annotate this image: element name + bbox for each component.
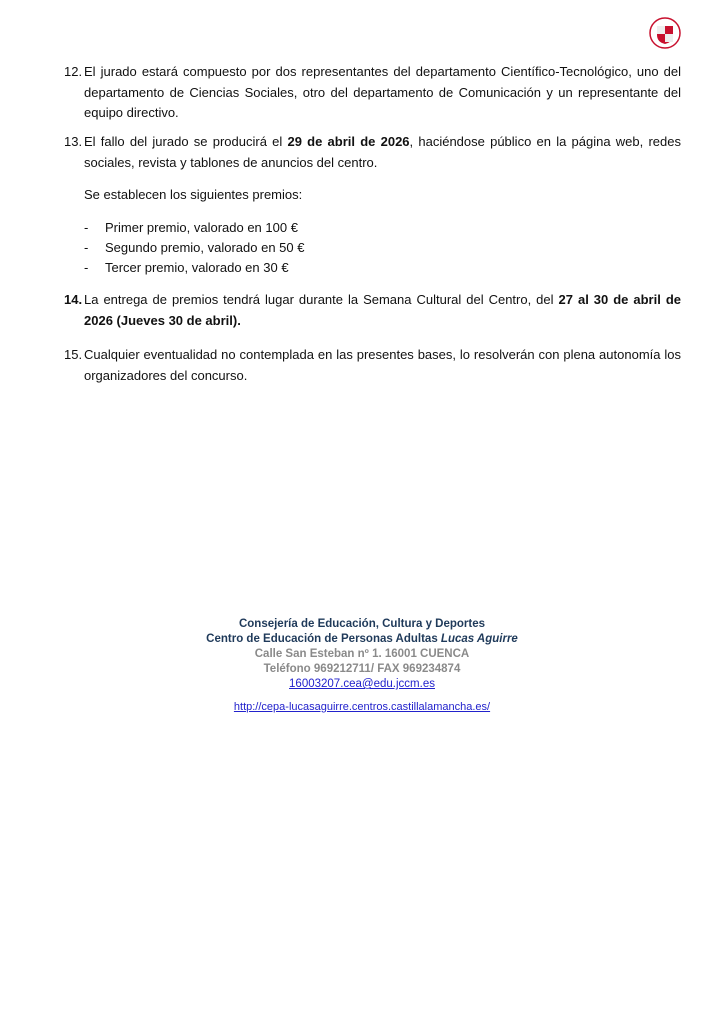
clause-13: 13. El fallo del jurado se producirá el 29 de abril de 2026, haciéndose público en la página web, redes sociales, revista y tablones de anuncios del centro. <box>64 134 681 170</box>
footer-address: Calle San Esteban nº 1. 16001 CUENCA <box>254 648 470 660</box>
prize-item: - Primer premio, valorado en 100 € <box>84 220 298 235</box>
footer <box>0 617 724 715</box>
footer-website-link[interactable]: http://cepa-lucasaguirre.centros.castillalamancha.es/ <box>233 701 491 713</box>
footer-email-link[interactable]: 16003207.cea@edu.jccm.es <box>289 678 435 690</box>
clause-14: 14. La entrega de premios tendrá lugar durante la Semana Cultural del Centro, del 27 al 30 de abril de 2026 (Jueves 30 de abril). <box>64 292 681 328</box>
prize-item: - Tercer premio, valorado en 30 € <box>84 260 289 275</box>
prize-item: - Segundo premio, valorado en 50 € <box>84 240 305 255</box>
footer-center: Centro de Educación de Personas Adultas Lucas Aguirre <box>206 633 518 645</box>
footer-department: Consejería de Educación, Cultura y Deportes <box>238 618 486 630</box>
prizes-list <box>84 218 304 278</box>
clause-12: 12. El jurado estará compuesto por dos representantes del departamento Científico-Tecnológico, uno del departamento de Ciencias Sociales, otro del departamento de Comunicación y un representante del equipo directivo. <box>64 64 681 120</box>
prizes-intro: Se establecen los siguientes premios: <box>84 187 303 202</box>
footer-phone: Teléfono 969212711/ FAX 969234874 <box>263 663 461 675</box>
school-seal-logo <box>649 17 681 49</box>
clause-15: 15. Cualquier eventualidad no contemplada en las presentes bases, lo resolverán con plena autonomía los organizadores del concurso. <box>64 347 681 383</box>
